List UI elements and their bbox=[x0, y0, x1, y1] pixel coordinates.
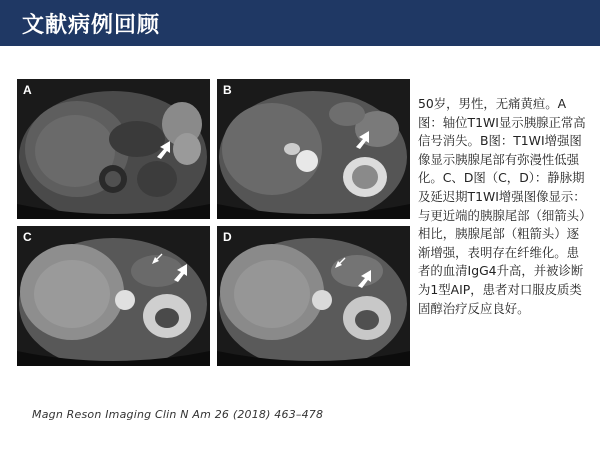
panel-label-d: D bbox=[223, 230, 232, 244]
panel-label-c: C bbox=[23, 230, 32, 244]
mri-image-c bbox=[17, 226, 210, 366]
mri-image-a bbox=[17, 79, 210, 219]
panel-label-a: A bbox=[23, 83, 32, 97]
mri-image-b bbox=[217, 79, 410, 219]
mri-figure bbox=[17, 79, 410, 366]
panel-label-b: B bbox=[223, 83, 232, 97]
page-title: 文献病例回顾 bbox=[22, 13, 161, 38]
mri-panel-d bbox=[217, 226, 410, 366]
case-description: 50岁，男性，无痛黄疸。A图：轴位T1WI显示胰腺正常高信号消失。B图：T1WI增强图像显示胰腺尾部有弥漫性低强化。C、D图（C，D）：静脉期及延迟期T1WI增强图像显示：与更近端的胰腺尾部（细箭头）相比，胰腺尾部（粗箭头）逐渐增强，表明存在纤维化。患者的血清IgG4升高，并被诊断为1型AIP，患者对口服皮质类固醇治疗反应良好。 bbox=[418, 96, 586, 316]
citation: Magn Reson Imaging Clin N Am 26 (2018) 463–478 bbox=[32, 408, 324, 421]
mri-panel-c bbox=[17, 226, 210, 366]
mri-panel-b bbox=[217, 79, 410, 219]
mri-panel-a bbox=[17, 79, 210, 219]
title-bar bbox=[0, 0, 600, 46]
mri-image-d bbox=[217, 226, 410, 366]
